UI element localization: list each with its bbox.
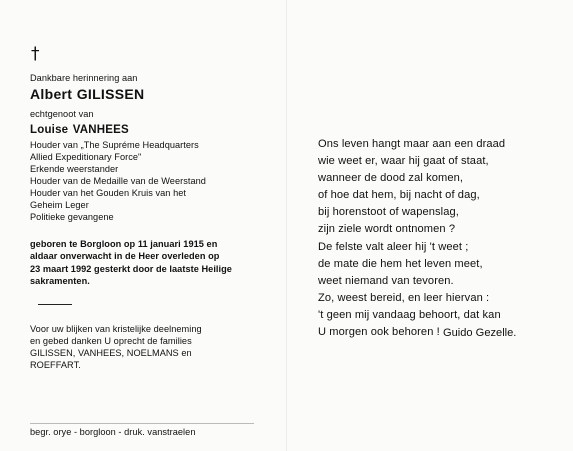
spouse-intro: echtgenoot van bbox=[30, 109, 94, 119]
poem-line: U morgen ook behoren ! bbox=[318, 326, 440, 339]
thanks-line: Voor uw blijken van kristelijke deelneming bbox=[30, 324, 202, 334]
thanks-line: en gebed danken U oprecht de families bbox=[30, 336, 192, 346]
title-line: Houder van „The Supréme Headquarters bbox=[30, 140, 199, 150]
life-line: aldaar onverwacht in de Heer overleden op bbox=[30, 251, 220, 262]
title-line: Erkende weerstander bbox=[30, 164, 119, 174]
life-line: 23 maart 1992 gesterkt door de laatste Heilige bbox=[30, 263, 232, 274]
separator bbox=[38, 304, 72, 305]
deceased-name bbox=[30, 86, 144, 104]
poem bbox=[318, 136, 505, 341]
poem-line: Zo, weest bereid, en leer hiervan : bbox=[318, 291, 490, 304]
spouse-last-name: VANHEES bbox=[72, 124, 129, 136]
poem-line: 't geen mij vandaag behoort, dat kan bbox=[318, 308, 501, 321]
poem-line: wie weet er, waar hij gaat of staat, bbox=[318, 155, 489, 168]
life-block bbox=[30, 238, 232, 287]
deceased-first-name: Albert bbox=[30, 86, 73, 102]
title-line: Politieke gevangene bbox=[30, 212, 114, 222]
life-line: geboren te Borgloon op 11 januari 1915 en bbox=[30, 239, 218, 249]
poem-line: bij horenstoot of wapenslag, bbox=[318, 206, 459, 219]
cross-icon: † bbox=[31, 44, 40, 64]
title-line: Houder van de Medaille van de Weerstand bbox=[30, 176, 206, 186]
thanks-line: ROEFFART. bbox=[30, 360, 81, 370]
spouse-first-name: Louise bbox=[30, 124, 69, 136]
intro-text: Dankbare herinnering aan bbox=[30, 73, 138, 83]
poem-line: zijn ziele wordt ontnomen ? bbox=[318, 223, 456, 236]
titles-block bbox=[30, 139, 206, 223]
title-line: Geheim Leger bbox=[30, 200, 89, 210]
poem-author: Guido Gezelle. bbox=[443, 327, 517, 339]
poem-line: wanneer de dood zal komen, bbox=[318, 172, 464, 185]
poem-line: de mate die hem het leven meet, bbox=[318, 257, 483, 270]
title-line: Houder van het Gouden Kruis van het bbox=[30, 188, 186, 198]
poem-line: weet niemand van tevoren. bbox=[318, 274, 454, 287]
poem-line: Ons leven hangt maar aan een draad bbox=[318, 138, 506, 150]
fold-line bbox=[286, 0, 287, 451]
printer-credit: begr. orye - borgloon - druk. vanstraelen bbox=[30, 427, 196, 437]
title-line: Allied Expeditionary Force" bbox=[30, 152, 142, 162]
thanks-line: GILISSEN, VANHEES, NOELMANS en bbox=[30, 348, 192, 358]
spouse-name bbox=[30, 120, 129, 138]
deceased-last-name: GILISSEN bbox=[76, 86, 145, 102]
footer-rule bbox=[30, 423, 254, 424]
poem-line: De felste valt aleer hij 't weet ; bbox=[318, 240, 469, 253]
poem-line: of hoe dat hem, bij nacht of dag, bbox=[318, 189, 480, 202]
thanks-block bbox=[30, 323, 202, 371]
life-line: sakramenten. bbox=[30, 275, 90, 286]
